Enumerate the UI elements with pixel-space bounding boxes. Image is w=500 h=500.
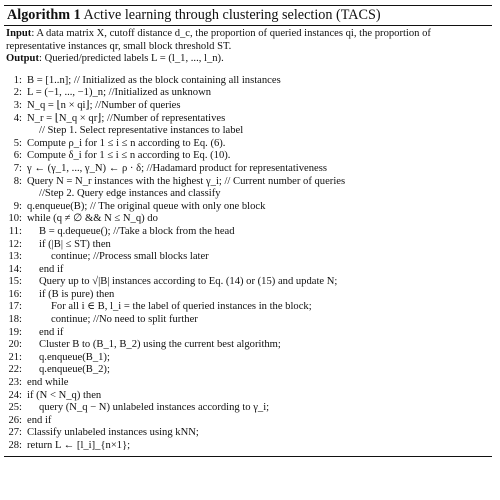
algorithm-line [4, 188, 492, 201]
algorithm-line [4, 201, 492, 214]
line-code: end if [39, 263, 64, 275]
line-code: continue; //Process small blocks later [51, 251, 209, 263]
line-code: if (B is pure) then [39, 288, 115, 300]
algorithm-line [4, 226, 492, 239]
line-code: B = q.dequeue(); //Take a block from the head [39, 225, 235, 237]
algorithm-line [4, 239, 492, 252]
line-number: 9: [13, 200, 22, 212]
line-code: Compute ρ_i for 1 ≤ i ≤ n according to Eq. (6). [27, 137, 226, 149]
algorithm-line [4, 390, 492, 403]
line-number: 27: [8, 427, 22, 439]
line-number: 25: [8, 402, 22, 414]
line-number: 13: [8, 251, 22, 263]
input-spec [4, 26, 492, 53]
line-number: 3: [13, 99, 22, 111]
output-label: Output [6, 53, 39, 65]
algorithm-line [4, 352, 492, 365]
line-code: end while [27, 377, 69, 389]
algorithm-line [4, 113, 492, 126]
line-number: 19: [8, 326, 22, 338]
algorithm-line [4, 163, 492, 176]
algorithm-line [4, 213, 492, 226]
line-number: 11: [8, 225, 22, 237]
algorithm-line [4, 364, 492, 377]
line-number: 16: [8, 288, 22, 300]
line-number: 1: [13, 74, 22, 86]
line-code: end if [39, 326, 64, 338]
line-number: 4: [13, 112, 22, 124]
input-label: Input [6, 28, 32, 39]
input-text: : A data matrix X, cutoff distance d_c, the proportion of queried instances qi, the proportion of representative instances qr, small block threshold ST. [6, 28, 431, 52]
algorithm-title [4, 6, 492, 25]
algorithm-line [4, 339, 492, 352]
line-number: 2: [13, 87, 22, 99]
output-text: : Queried/predicted labels L = (l_1, ..., l_n). [38, 53, 224, 65]
algorithm-line [4, 440, 492, 453]
algorithm-line [4, 402, 492, 415]
line-number: 6: [13, 150, 22, 162]
algorithm-line [4, 264, 492, 277]
line-number: 20: [8, 339, 22, 351]
line-number: 22: [8, 364, 22, 376]
algorithm-label: Algorithm 1 [7, 7, 81, 23]
line-code: while (q ≠ ∅ && N ≤ N_q) do [27, 213, 158, 225]
algorithm-line [4, 289, 492, 302]
algorithm-lines [4, 75, 492, 453]
line-number: 7: [13, 162, 22, 174]
line-code: Query up to √|B| instances according to Eq. (14) or (15) and update N; [39, 276, 338, 288]
algorithm-line [4, 427, 492, 440]
line-code: L = (−1, ..., −1)_n; //Initialized as unknown [27, 87, 212, 99]
bottom-rule [4, 456, 492, 457]
line-code: query (N_q − N) unlabeled instances according to γ_i; [39, 402, 270, 414]
line-number: 21: [8, 351, 22, 363]
line-code: N_r = ⌊N_q × qr⌋; //Number of representatives [27, 112, 226, 124]
line-code: q.enqueue(B); // The original queue with only one block [27, 200, 266, 212]
line-code: Compute δ_i for 1 ≤ i ≤ n according to Eq. (10). [27, 150, 231, 162]
algorithm-line [4, 415, 492, 428]
algorithm-line [4, 251, 492, 264]
line-number: 24: [8, 389, 22, 401]
line-code: q.enqueue(B_1); [39, 351, 110, 363]
algorithm-line [4, 87, 492, 100]
line-number: 8: [13, 175, 22, 187]
algorithm-line [4, 100, 492, 113]
algorithm-line [4, 176, 492, 189]
algorithm-line [4, 276, 492, 289]
line-number: 10: [8, 213, 22, 225]
algorithm-line [4, 301, 492, 314]
line-number: 26: [8, 414, 22, 426]
output-spec [4, 53, 492, 66]
line-code: γ ← (γ_1, ..., γ_N) ← ρ · δ; //Hadamard product for representativeness [27, 162, 327, 174]
line-code: B = [1..n]; // Initialized as the block containing all instances [27, 74, 281, 86]
line-code: if (N < N_q) then [27, 389, 102, 401]
algorithm-line [4, 125, 492, 138]
line-number: 28: [8, 440, 22, 451]
line-number: 17: [8, 301, 22, 313]
line-code: Classify unlabeled instances using kNN; [27, 427, 199, 439]
line-code: if (|B| ≤ ST) then [39, 238, 111, 250]
line-code: Query N = N_r instances with the highest γ_i; // Current number of queries [27, 175, 346, 187]
line-number: 23: [8, 377, 22, 389]
line-number: 5: [13, 137, 22, 149]
algorithm-box [4, 5, 492, 457]
algorithm-name: Active learning through clustering selection (TACS) [83, 7, 381, 23]
line-number: 18: [8, 314, 22, 326]
line-code: q.enqueue(B_2); [39, 364, 110, 376]
line-number: 14: [8, 263, 22, 275]
algorithm-line [4, 150, 492, 163]
line-code: // Step 1. Select representative instances to label [39, 125, 244, 137]
line-code: end if [27, 414, 52, 426]
line-code: return L ← [l_i]_{n×1}; [27, 440, 131, 451]
line-code: N_q = ⌊n × qi⌋; //Number of queries [27, 99, 181, 111]
algorithm-line [4, 138, 492, 151]
line-code: Cluster B to (B_1, B_2) using the current best algorithm; [39, 339, 281, 351]
algorithm-line [4, 314, 492, 327]
algorithm-line [4, 75, 492, 88]
algorithm-line [4, 327, 492, 340]
line-code: For all i ∈ B, l_i = the label of queried instances in the block; [51, 301, 312, 313]
line-code: //Step 2. Query edge instances and classify [39, 188, 221, 200]
line-number: 12: [8, 238, 22, 250]
line-number: 15: [8, 276, 22, 288]
algorithm-line [4, 377, 492, 390]
line-code: continue; //No need to split further [51, 314, 198, 326]
